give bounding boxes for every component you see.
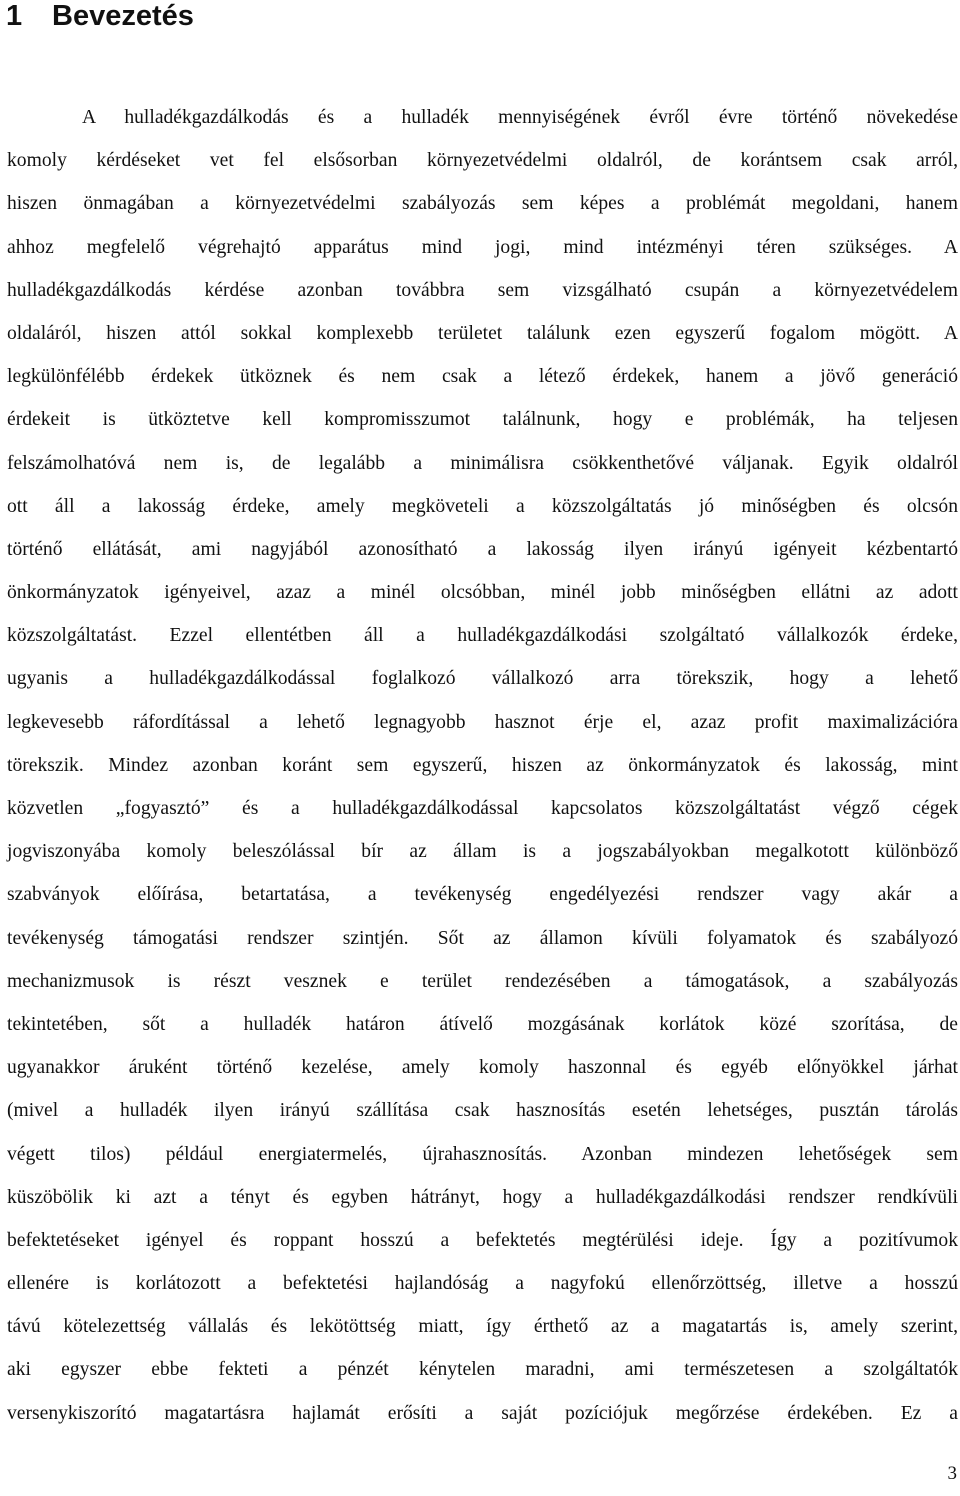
paragraph-line: közvetlen „fogyasztó” és a hulladékgazdálkodással kapcsolatos közszolgáltatást végző cégek — [7, 798, 958, 819]
body-paragraph — [7, 96, 958, 1435]
paragraph-line: aki egyszer ebbe fekteti a pénzét kénytelen maradni, ami természetesen a szolgáltatók — [7, 1359, 958, 1381]
section-heading — [6, 0, 194, 32]
paragraph-line: tevékenység támogatási rendszer szintjén. Sőt az államon kívüli folyamatok és szabályozó — [7, 927, 958, 949]
paragraph-line: A hulladékgazdálkodás és a hulladék mennyiségének évről évre történő növekedése — [82, 107, 958, 128]
paragraph-line: ahhoz megfelelő végrehajtó apparátus mind jogi, mind intézményi téren szükséges. A — [7, 236, 958, 258]
paragraph-line: érdekeit is ütköztetve kell kompromisszumot találnunk, hogy e problémák, ha teljesen — [7, 409, 958, 431]
paragraph-line: befektetéseket igényel és roppant hosszú a befektetés megtérülési ideje. Így a pozitívumok — [7, 1229, 958, 1251]
paragraph-line: hiszen önmagában a környezetvédelmi szabályozás sem képes a problémát megoldani, hanem — [7, 193, 958, 215]
paragraph-line: oldaláról, hiszen attól sokkal komplexebb területet találunk ezen egyszerű fogalom mögött. A — [7, 322, 958, 344]
paragraph-line: ellenére is korlátozott a befektetési hajlandóság a nagyfokú ellenőrzöttség, illetve a hosszú — [7, 1273, 958, 1295]
paragraph-line: komoly kérdéseket vet fel elsősorban környezetvédelmi oldalról, de korántsem csak arról, — [7, 150, 958, 172]
paragraph-line: önkormányzatok igényeivel, azaz a minél olcsóbban, minél jobb minőségben ellátni az adott — [7, 582, 958, 604]
paragraph-line: felszámolhatóvá nem is, de legalább a minimálisra csökkenthetővé váljanak. Egyik oldalról — [7, 452, 958, 474]
paragraph-line: ugyanis a hulladékgazdálkodással foglalkozó vállalkozó arra törekszik, hogy a lehető — [7, 668, 958, 690]
paragraph-line: ugyanakkor áruként történő kezelése, amely komoly haszonnal és egyéb előnyökkel járhat — [7, 1057, 958, 1079]
paragraph-line: versenykiszorító magatartásra hajlamát erősíti a saját pozíciójuk megőrzése érdekében. Ez a — [7, 1402, 958, 1424]
paragraph-line: ott áll a lakosság érdeke, amely megköveteli a közszolgáltatás jó minőségben és olcsón — [7, 495, 958, 517]
paragraph-line: közszolgáltatást. Ezzel ellentétben áll a hulladékgazdálkodási szolgáltató vállalkozók érdeke, — [7, 625, 958, 647]
paragraph-line: végett tilos) például energiatermelés, újrahasznosítás. Azonban mindezen lehetőségek sem — [7, 1143, 958, 1165]
paragraph-line: legkülönfélébb érdekek ütköznek és nem csak a létező érdekek, hanem a jövő generáció — [7, 366, 958, 388]
paragraph-line: küszöbölik ki azt a tényt és egyben hátrányt, hogy a hulladékgazdálkodási rendszer rendkívüli — [7, 1186, 958, 1208]
paragraph-line: hulladékgazdálkodás kérdése azonban továbbra sem vizsgálható csupán a környezetvédelem — [7, 279, 958, 301]
paragraph-line: jogviszonyába komoly beleszólással bír az állam is a jogszabályokban megalkotott különböző — [7, 841, 958, 863]
section-number: 1 — [6, 0, 23, 32]
paragraph-line: mechanizmusok is részt vesznek e terület rendezésében a támogatások, a szabályozás — [7, 970, 958, 992]
section-title: Bevezetés — [52, 0, 194, 32]
paragraph-line: törekszik. Mindez azonban koránt sem egyszerű, hiszen az önkormányzatok és lakosság, mint — [7, 754, 958, 776]
paragraph-line: (mivel a hulladék ilyen irányú szállítása csak hasznosítás esetén lehetséges, pusztán tárolás — [7, 1100, 958, 1122]
paragraph-line: távú kötelezettség vállalás és lekötöttség miatt, így érthető az a magatartás is, amely szerint, — [7, 1316, 958, 1338]
paragraph-line: történő ellátását, ami nagyjából azonosítható a lakosság ilyen irányú igényeit kézbentartó — [7, 538, 958, 560]
paragraph-line: legkevesebb ráfordítással a lehető legnagyobb hasznot érje el, azaz profit maximalizációra — [7, 711, 958, 733]
paragraph-line: tekintetében, sőt a hulladék határon átívelő mozgásának korlátok közé szorítása, de — [7, 1013, 958, 1035]
page-number: 3 — [947, 1463, 957, 1484]
paragraph-line: szabványok előírása, betartatása, a tevékenység engedélyezési rendszer vagy akár a — [7, 884, 958, 906]
